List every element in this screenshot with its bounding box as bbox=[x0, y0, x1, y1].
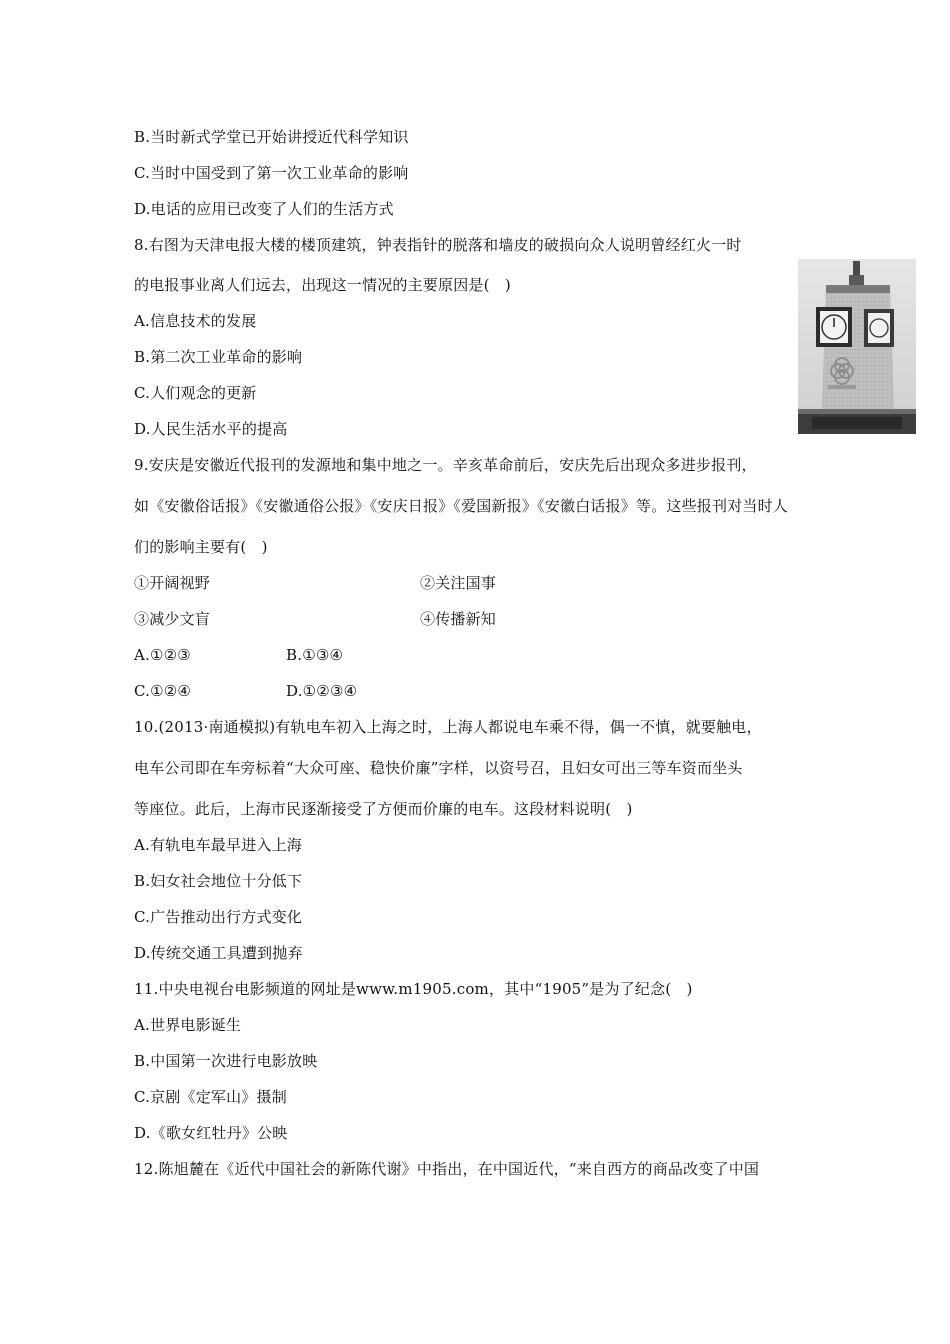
q8-stem-line2: 的电报事业离人们远去，出现这一情况的主要原因是( ) bbox=[134, 276, 511, 294]
q10-stem-line3: 等座位。此后，上海市民逐渐接受了方便而价廉的电车。这段材料说明( ) bbox=[134, 800, 633, 818]
q11-option-b: B.中国第一次进行电影放映 bbox=[134, 1052, 318, 1070]
q10-option-c: C.广告推动出行方式变化 bbox=[134, 908, 303, 926]
q8-option-b: B.第二次工业革命的影响 bbox=[134, 348, 303, 366]
q7-option-b: B.当时新式学堂已开始讲授近代科学知识 bbox=[134, 128, 409, 146]
q7-option-c: C.当时中国受到了第一次工业革命的影响 bbox=[134, 164, 409, 182]
q10-option-b: B.妇女社会地位十分低下 bbox=[134, 872, 303, 890]
q8-stem-line1: 8.右图为天津电报大楼的楼顶建筑，钟表指针的脱落和墙皮的破损向众人说明曾经红火一时 bbox=[134, 236, 742, 254]
q9-item-3: ③减少文盲 bbox=[134, 610, 211, 628]
q9-option-c: C.①②④ bbox=[134, 682, 192, 700]
q9-item-1: ①开阔视野 bbox=[134, 574, 211, 592]
q9-option-d: D.①②③④ bbox=[286, 682, 358, 700]
q9-option-b: B.①③④ bbox=[286, 646, 344, 664]
clock-tower-photo bbox=[798, 259, 916, 434]
q10-stem-line1: 10.(2013·南通模拟)有轨电车初入上海之时，上海人都说电车乘不得，偶一不慎，就要触电， bbox=[134, 718, 762, 736]
q10-option-a: A.有轨电车最早进入上海 bbox=[134, 836, 303, 854]
q8-option-d: D.人民生活水平的提高 bbox=[134, 420, 288, 438]
q9-stem-line3: 们的影响主要有( ) bbox=[134, 538, 268, 556]
q10-option-d: D.传统交通工具遭到抛弃 bbox=[134, 944, 303, 962]
q9-item-2: ②关注国事 bbox=[420, 574, 497, 592]
q9-options-row1 bbox=[134, 644, 344, 666]
q7-option-d: D.电话的应用已改变了人们的生活方式 bbox=[134, 200, 394, 218]
q9-stem-line1: 9.安庆是安徽近代报刊的发源地和集中地之一。辛亥革命前后，安庆先后出现众多进步报刊， bbox=[134, 456, 757, 474]
q8-option-a: A.信息技术的发展 bbox=[134, 312, 257, 330]
q12-stem-line1: 12.陈旭麓在《近代中国社会的新陈代谢》中指出，在中国近代，“来自西方的商品改变了中国 bbox=[134, 1160, 760, 1178]
q9-items-row1 bbox=[134, 572, 497, 594]
q8-option-c: C.人们观念的更新 bbox=[134, 384, 257, 402]
q11-option-d: D.《歌女红牡丹》公映 bbox=[134, 1124, 288, 1142]
q10-stem-line2: 电车公司即在车旁标着“大众可座、稳快价廉”字样，以资号召，且妇女可出三等车资而坐头 bbox=[134, 759, 743, 777]
q11-option-a: A.世界电影诞生 bbox=[134, 1016, 242, 1034]
q9-items-row2 bbox=[134, 608, 497, 630]
q9-stem-line2: 如《安徽俗话报》《安徽通俗公报》《安庆日报》《爱国新报》《安徽白话报》等。这些报刊对当时人 bbox=[134, 497, 789, 515]
q11-option-c: C.京剧《定军山》摄制 bbox=[134, 1088, 287, 1106]
q11-stem-line1: 11.中央电视台电影频道的网址是www.m1905.com，其中“1905”是为了纪念( ) bbox=[134, 980, 693, 998]
q9-options-row2 bbox=[134, 680, 358, 702]
q9-item-4: ④传播新知 bbox=[420, 610, 497, 628]
q9-option-a: A.①②③ bbox=[134, 646, 191, 664]
